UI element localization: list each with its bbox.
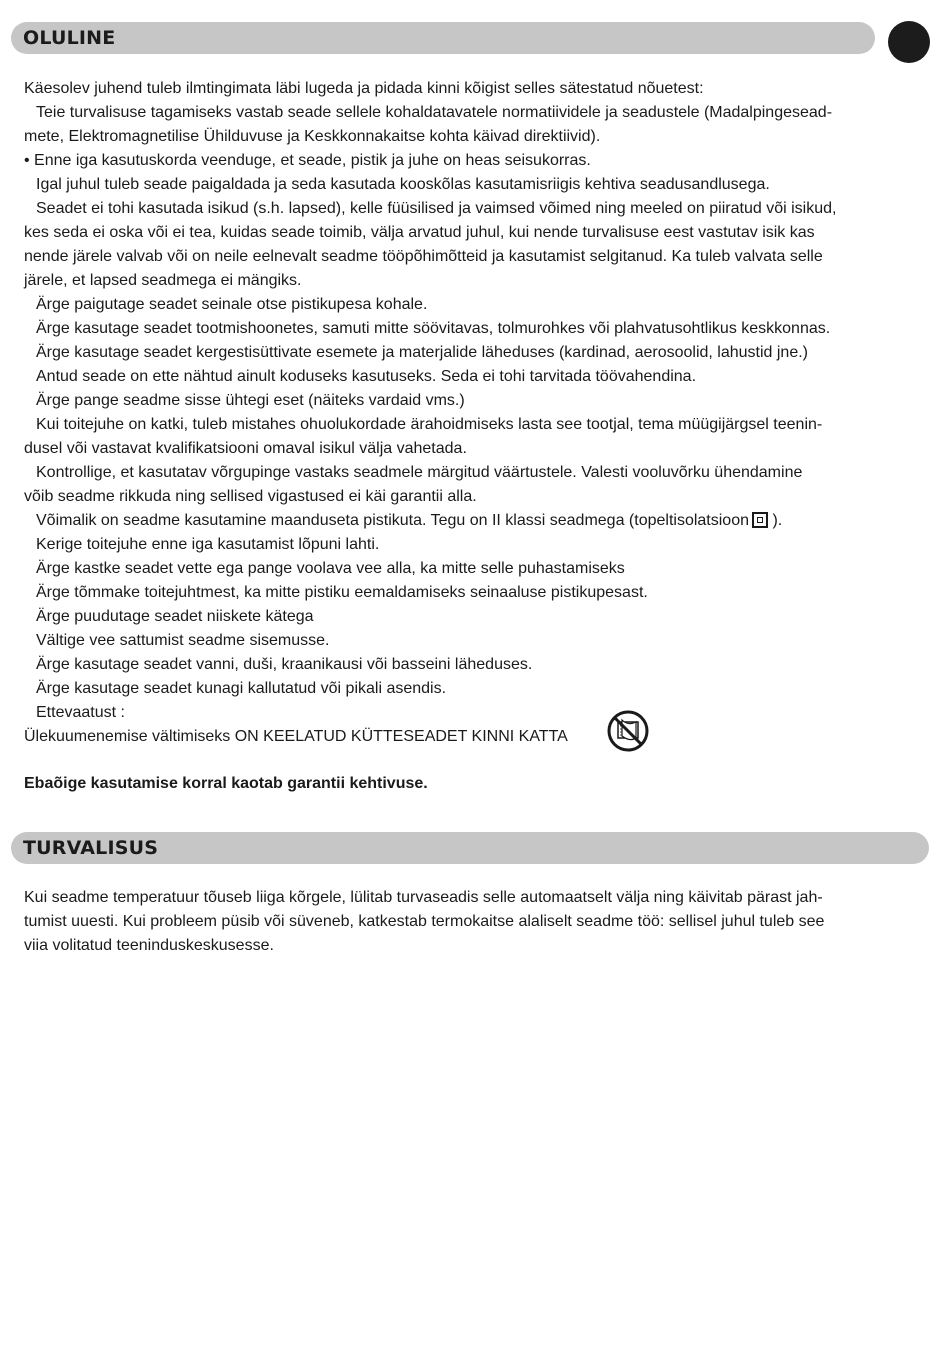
section-title: TURVALISUS [23,837,159,859]
paragraph-line: tumist uuesti. Kui probleem püsib või süveneb, katkestab termokaitse alaliselt seadme töö: sellisel juhul tuleb see [24,913,825,930]
paragraph-line: järele, et lapsed seadmega ei mängiks. [24,272,302,289]
paragraph-line: Ärge pange seadme sisse ühtegi eset (näiteks vardaid vms.) [36,392,465,409]
paragraph-line: võib seadme rikkuda ning sellised vigastused ei käi garantii alla. [24,488,477,505]
oluline-body [24,77,930,796]
paragraph-line: Ärge puudutage seadet niiskete kätega [36,608,314,625]
warning-text: Ülekuumenemise vältimiseks ON KEELATUD KÜTTESEADET KINNI KATTA [24,728,568,745]
paragraph-line: Seadet ei tohi kasutada isikud (s.h. lapsed), kelle füüsilised ja vaimsed võimed ning meeled on piiratud või isikud, [36,200,837,217]
paragraph-line: Kerige toitejuhe enne iga kasutamist lõpuni lahti. [36,536,380,553]
paragraph-line: Vältige vee sattumist seadme sisemusse. [36,632,330,649]
paragraph-line: dusel või vastavat kvalifikatsiooni omaval isikul välja vahetada. [24,440,467,457]
class2-text-end: ). [768,512,783,529]
paragraph-line: Antud seade on ette nähtud ainult koduseks kasutuseks. Seda ei tohi tarvitada töövahendina. [36,368,697,385]
paragraph-line: Kui seadme temperatuur tõuseb liiga kõrgele, lülitab turvaseadis selle automaatselt välja ning käivitab pärast jah- [24,889,823,906]
paragraph-line: • Enne iga kasutuskorda veenduge, et seade, pistik ja juhe on heas seisukorras. [24,152,591,169]
intro-text: Käesolev juhend tuleb ilmtingimata läbi lugeda ja pidada kinni kõigist selles sätestatud nõuetest: [24,80,704,97]
paragraph-line: viia volitatud teeninduskeskusesse. [24,937,274,954]
no-cover-icon [606,709,650,753]
section-header-turvalisus [11,832,929,864]
paragraph-line: Igal juhul tuleb seade paigaldada ja seda kasutada kooskõlas kasutamisriigis kehtiva seadusandlusega. [36,176,770,193]
paragraph-line: Teie turvalisuse tagamiseks vastab seade sellele kohaldatavatele normatiividele ja seadustele (Madalpingesead- [36,104,833,121]
paragraph-line: mete, Elektromagnetilise Ühilduvuse ja Keskkonnakaitse kohta käivad direktiivid). [24,128,601,145]
class2-line [24,509,930,533]
paragraph-line: Kui toitejuhe on katki, tuleb mistahes ohuolukordade ärahoidmiseks lasta see tootjal, tema müügijärgsel teenin- [36,416,823,433]
paragraph-line: Ärge kasutage seadet tootmishoonetes, samuti mitte söövitavas, tolmurohkes või plahvatusohtlikus keskkonnas. [36,320,831,337]
class2-text: Võimalik on seadme kasutamine maanduseta pistikuta. Tegu on II klassi seadmega (topeltisolatsioon [36,512,749,529]
section-header-oluline [11,22,875,54]
paragraph-line: Ärge paigutage seadet seinale otse pistikupesa kohale. [36,296,428,313]
section-title: OLULINE [23,27,116,49]
paragraph-line: Ärge kastke seadet vette ega pange voolava vee alla, ka mitte selle puhastamiseks [36,560,625,577]
warranty-note: Ebaõige kasutamise korral kaotab garantii kehtivuse. [24,775,428,792]
paragraph-line: Ärge kasutage seadet vanni, duši, kraanikausi või basseini läheduses. [36,656,533,673]
double-insulation-icon [752,512,768,528]
paragraph-line: Ärge kasutage seadet kunagi kallutatud või pikali asendis. [36,680,447,697]
paragraph-line: Ärge kasutage seadet kergestisüttivate esemete ja materjalide läheduses (kardinad, aerosoolid, lahustid jne.) [36,344,808,361]
paragraph-line: Ettevaatust : [36,704,125,721]
turvalisus-body [24,886,930,958]
paragraph-line: Ärge tõmmake toitejuhtmest, ka mitte pistiku eemaldamiseks seinaaluse pistikupesast. [36,584,648,601]
page-marker-icon [888,21,930,63]
paragraph-line: Kontrollige, et kasutatav võrgupinge vastaks seadmele märgitud väärtustele. Valesti vooluvõrku ühendamine [36,464,803,481]
paragraph-line: kes seda ei oska või ei tea, kuidas seade toimib, välja arvatud juhul, kui nende turvalisuse eest vastutav isik kas [24,224,815,241]
paragraph-line: nende järele valvab või on neile eelnevalt seadme tööpõhimõtteid ja kasutamist selgitanud. Ka tuleb valvata selle [24,248,823,265]
